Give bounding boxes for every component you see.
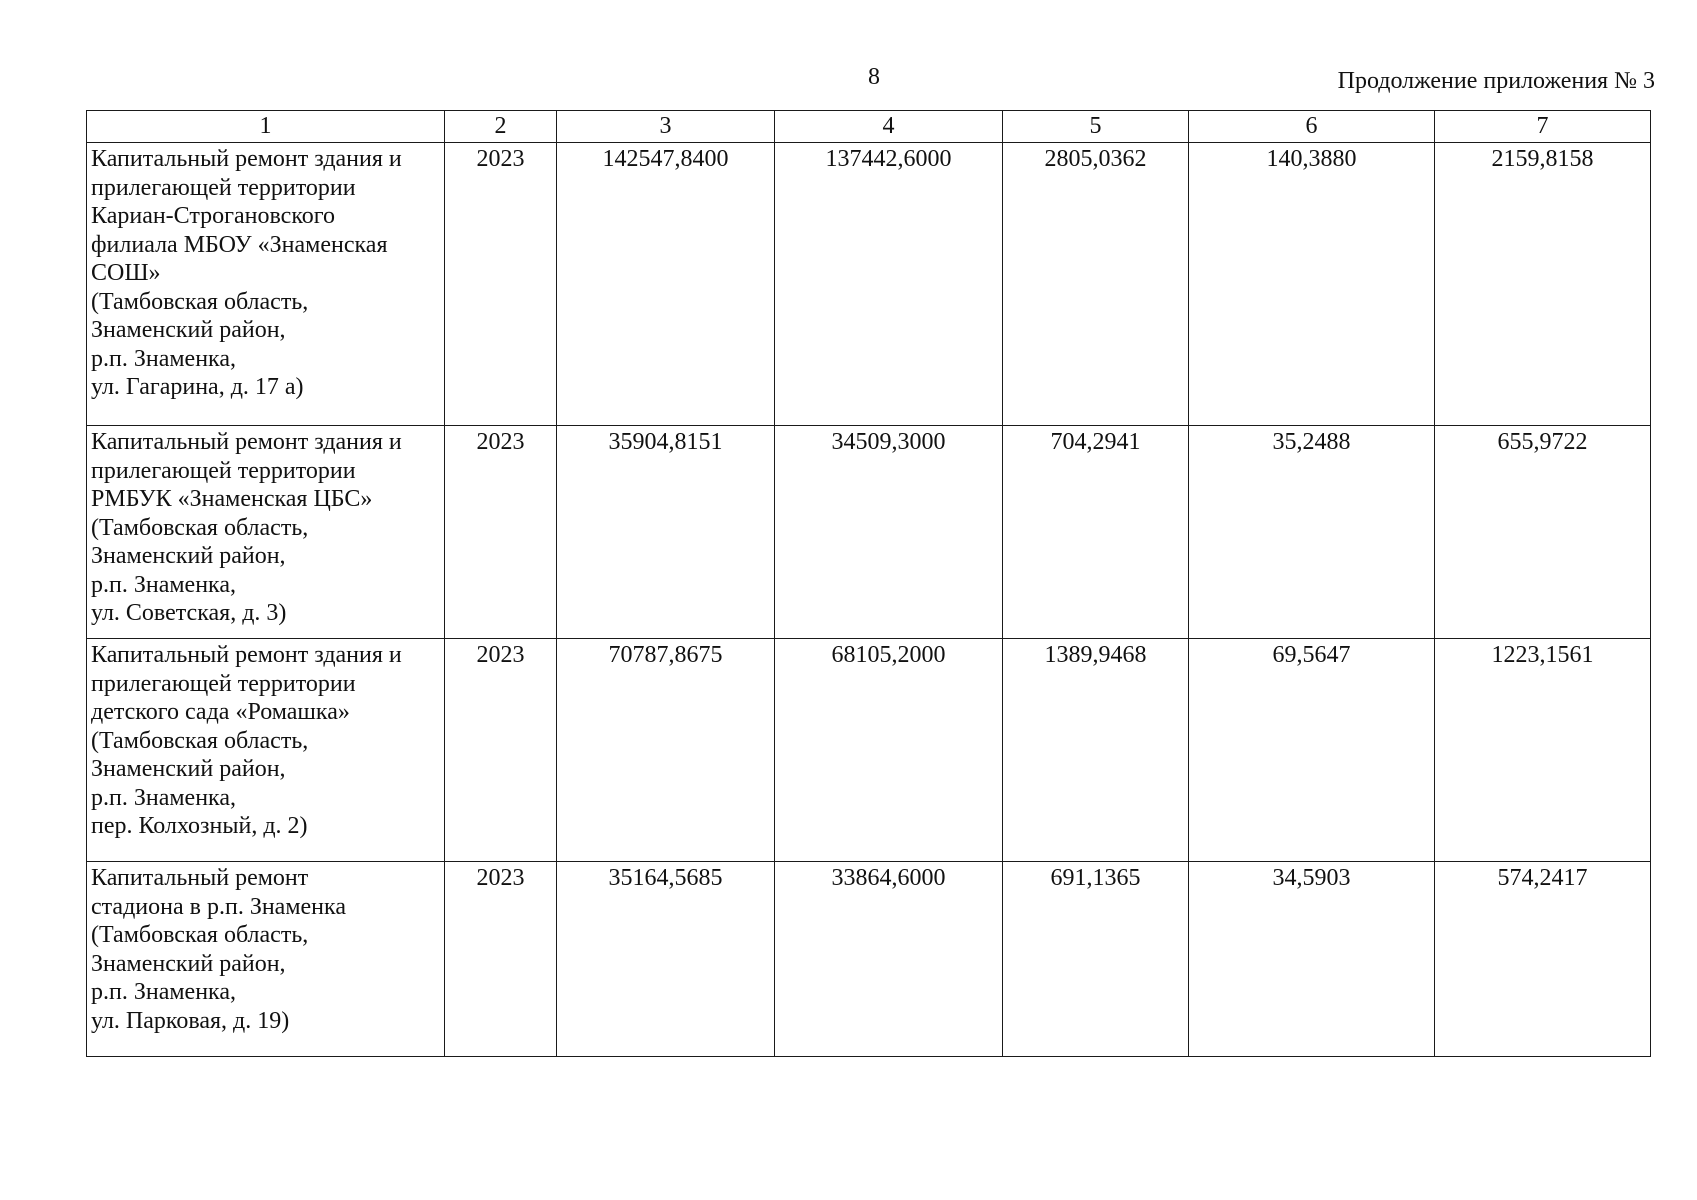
description-line: Капитальный ремонт: [91, 865, 309, 891]
description-line: ул. Советская, д. 3): [91, 600, 287, 626]
description-line: стадиона в р.п. Знаменка: [91, 893, 346, 920]
description-line: (Тамбовская область,: [91, 727, 309, 754]
column-header-4: 4: [775, 111, 1003, 143]
description-line: Капитальный ремонт здания и: [91, 429, 402, 455]
description-line: ул. Гагарина, д. 17 а): [91, 374, 304, 400]
column-header-1: 1: [87, 111, 445, 143]
table-row: [87, 426, 1651, 639]
object-description: [87, 426, 445, 639]
table-row: [87, 143, 1651, 426]
description-line: р.п. Знаменка,: [91, 345, 236, 372]
column-header-2: 2: [445, 111, 557, 143]
description-line: р.п. Знаменка,: [91, 979, 236, 1005]
value-cell-7: 1223,1561: [1435, 639, 1651, 862]
description-line: (Тамбовская область,: [91, 288, 309, 315]
value-cell-3: 70787,8675: [557, 639, 775, 862]
description-line: филиала МБОУ «Знаменская: [91, 231, 388, 258]
value-cell-6: 140,3880: [1189, 143, 1435, 426]
year-cell: 2023: [445, 862, 557, 1057]
object-description: [87, 862, 445, 1057]
year-cell: 2023: [445, 639, 557, 862]
description-line: Капитальный ремонт здания и: [91, 642, 402, 668]
description-line: Знаменский район,: [91, 756, 286, 782]
description-line: Знаменский район,: [91, 950, 286, 977]
table-row: [87, 639, 1651, 862]
value-cell-5: 691,1365: [1003, 862, 1189, 1057]
value-cell-4: 33864,6000: [775, 862, 1003, 1057]
description-line: Знаменский район,: [91, 317, 286, 343]
value-cell-3: 35904,8151: [557, 426, 775, 639]
description-line: СОШ»: [91, 260, 161, 286]
object-description: [87, 143, 445, 426]
value-cell-4: 68105,2000: [775, 639, 1003, 862]
value-cell-7: 574,2417: [1435, 862, 1651, 1057]
column-header-5: 5: [1003, 111, 1189, 143]
description-line: (Тамбовская область,: [91, 922, 309, 948]
description-line: детского сада «Ромашка»: [91, 699, 350, 725]
column-header-6: 6: [1189, 111, 1435, 143]
value-cell-6: 69,5647: [1189, 639, 1435, 862]
appendix-table: [86, 110, 1651, 1057]
description-line: ул. Парковая, д. 19): [91, 1007, 290, 1034]
column-header-7: 7: [1435, 111, 1651, 143]
value-cell-5: 1389,9468: [1003, 639, 1189, 862]
table-header-row: [87, 111, 1651, 143]
value-cell-4: 137442,6000: [775, 143, 1003, 426]
column-header-3: 3: [557, 111, 775, 143]
description-line: р.п. Знаменка,: [91, 784, 236, 811]
description-line: РМБУК «Знаменская ЦБС»: [91, 486, 373, 512]
description-line: Капитальный ремонт здания и: [91, 146, 402, 172]
object-description: [87, 639, 445, 862]
description-line: прилегающей территории: [91, 457, 356, 484]
description-line: прилегающей территории: [91, 174, 356, 201]
value-cell-3: 35164,5685: [557, 862, 775, 1057]
description-line: прилегающей территории: [91, 670, 356, 697]
description-line: р.п. Знаменка,: [91, 571, 236, 598]
value-cell-7: 2159,8158: [1435, 143, 1651, 426]
description-line: пер. Колхозный, д. 2): [91, 813, 308, 839]
description-line: Кариан-Строгановского: [91, 203, 336, 229]
value-cell-5: 704,2941: [1003, 426, 1189, 639]
page-number: 8: [868, 64, 880, 90]
value-cell-7: 655,9722: [1435, 426, 1651, 639]
year-cell: 2023: [445, 426, 557, 639]
value-cell-6: 34,5903: [1189, 862, 1435, 1057]
value-cell-3: 142547,8400: [557, 143, 775, 426]
year-cell: 2023: [445, 143, 557, 426]
table-row: [87, 862, 1651, 1057]
continuation-label: Продолжение приложения № 3: [1337, 68, 1655, 94]
description-line: Знаменский район,: [91, 543, 286, 569]
value-cell-5: 2805,0362: [1003, 143, 1189, 426]
value-cell-4: 34509,3000: [775, 426, 1003, 639]
description-line: (Тамбовская область,: [91, 514, 309, 541]
value-cell-6: 35,2488: [1189, 426, 1435, 639]
